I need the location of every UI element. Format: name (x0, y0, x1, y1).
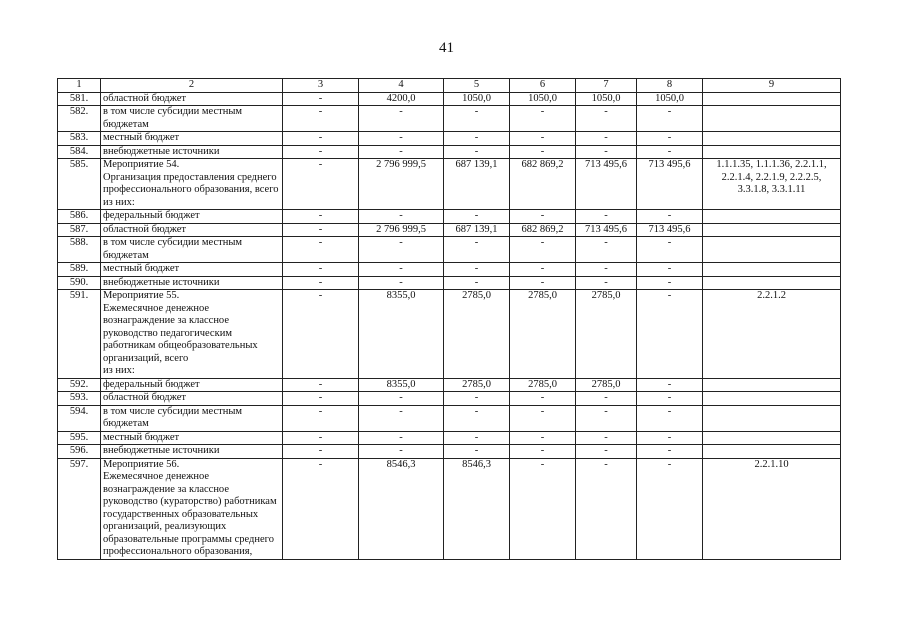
row-number: 584. (58, 145, 101, 159)
row-number: 582. (58, 106, 101, 132)
table-row (58, 445, 841, 459)
cell-col-3: - (283, 290, 359, 379)
cell-col-5: - (444, 237, 510, 263)
cell-col-6: 2785,0 (510, 290, 576, 379)
cell-col-4: 8355,0 (359, 290, 444, 379)
cell-col-8: 713 495,6 (637, 159, 703, 210)
cell-col-7: 2785,0 (576, 290, 637, 379)
table-row (58, 210, 841, 224)
table-row (58, 263, 841, 277)
cell-col-7: - (576, 458, 637, 559)
row-name: внебюджетные источники (101, 145, 283, 159)
column-header: 9 (703, 79, 841, 93)
cell-col-7: - (576, 210, 637, 224)
cell-col-4: - (359, 405, 444, 431)
table-row (58, 106, 841, 132)
cell-col-3: - (283, 276, 359, 290)
header-row (58, 79, 841, 93)
table-row (58, 237, 841, 263)
row-number: 593. (58, 392, 101, 406)
cell-col-3: - (283, 378, 359, 392)
cell-col-6: - (510, 145, 576, 159)
row-number: 592. (58, 378, 101, 392)
cell-col-6: - (510, 276, 576, 290)
cell-col-8: - (637, 145, 703, 159)
cell-col-8: - (637, 431, 703, 445)
cell-col-4: 8546,3 (359, 458, 444, 559)
row-name: областной бюджет (101, 92, 283, 106)
cell-col-9 (703, 378, 841, 392)
row-number: 590. (58, 276, 101, 290)
cell-col-8: - (637, 290, 703, 379)
cell-col-9 (703, 431, 841, 445)
table-row (58, 458, 841, 559)
cell-col-3: - (283, 237, 359, 263)
row-number: 589. (58, 263, 101, 277)
cell-col-7: - (576, 405, 637, 431)
cell-col-9: 2.2.1.10 (703, 458, 841, 559)
cell-col-9 (703, 145, 841, 159)
row-name: внебюджетные источники (101, 276, 283, 290)
cell-col-9 (703, 276, 841, 290)
row-number: 596. (58, 445, 101, 459)
column-header: 2 (101, 79, 283, 93)
cell-col-7: - (576, 263, 637, 277)
table-row (58, 223, 841, 237)
column-header: 8 (637, 79, 703, 93)
cell-col-3: - (283, 223, 359, 237)
cell-col-7: - (576, 392, 637, 406)
cell-col-5: 2785,0 (444, 290, 510, 379)
cell-col-3: - (283, 392, 359, 406)
table-row (58, 431, 841, 445)
column-header: 1 (58, 79, 101, 93)
cell-col-9 (703, 92, 841, 106)
cell-col-4: 2 796 999,5 (359, 159, 444, 210)
row-name: федеральный бюджет (101, 378, 283, 392)
table-row (58, 92, 841, 106)
cell-col-3: - (283, 92, 359, 106)
cell-col-7: - (576, 132, 637, 146)
cell-col-9: 1.1.1.35, 1.1.1.36, 2.2.1.1, 2.2.1.4, 2.2.1.9, 2.2.2.5, 3.3.1.8, 3.3.1.11 (703, 159, 841, 210)
cell-col-6: 2785,0 (510, 378, 576, 392)
cell-col-4: - (359, 237, 444, 263)
cell-col-9 (703, 132, 841, 146)
cell-col-7: - (576, 445, 637, 459)
cell-col-6: - (510, 405, 576, 431)
budget-table (57, 78, 841, 560)
cell-col-5: 8546,3 (444, 458, 510, 559)
cell-col-8: - (637, 378, 703, 392)
cell-col-6: - (510, 431, 576, 445)
cell-col-4: - (359, 132, 444, 146)
cell-col-7: - (576, 431, 637, 445)
column-header: 7 (576, 79, 637, 93)
cell-col-4: - (359, 263, 444, 277)
cell-col-8: - (637, 106, 703, 132)
column-header: 6 (510, 79, 576, 93)
cell-col-7: 2785,0 (576, 378, 637, 392)
cell-col-8: - (637, 237, 703, 263)
cell-col-4: - (359, 106, 444, 132)
cell-col-5: - (444, 431, 510, 445)
cell-col-4: - (359, 392, 444, 406)
cell-col-9 (703, 210, 841, 224)
row-name: федеральный бюджет (101, 210, 283, 224)
cell-col-5: - (444, 276, 510, 290)
cell-col-7: 1050,0 (576, 92, 637, 106)
cell-col-5: - (444, 210, 510, 224)
cell-col-6: - (510, 445, 576, 459)
table-row (58, 378, 841, 392)
row-number: 594. (58, 405, 101, 431)
cell-col-8: - (637, 263, 703, 277)
cell-col-7: 713 495,6 (576, 159, 637, 210)
cell-col-9 (703, 223, 841, 237)
cell-col-8: 713 495,6 (637, 223, 703, 237)
cell-col-9: 2.2.1.2 (703, 290, 841, 379)
cell-col-7: - (576, 276, 637, 290)
cell-col-7: - (576, 145, 637, 159)
table-row (58, 405, 841, 431)
cell-col-8: - (637, 392, 703, 406)
table-row (58, 290, 841, 379)
cell-col-4: 2 796 999,5 (359, 223, 444, 237)
cell-col-6: 1050,0 (510, 92, 576, 106)
cell-col-5: 687 139,1 (444, 223, 510, 237)
cell-col-5: 1050,0 (444, 92, 510, 106)
table-row (58, 276, 841, 290)
page-number: 41 (439, 40, 454, 56)
cell-col-5: 2785,0 (444, 378, 510, 392)
row-name: Мероприятие 56. Ежемесячное денежное вознаграждение за классное руководство (кураторство) работникам государственных образовательных организаций, реализующих образовательные программы среднего профессионального образования, (101, 458, 283, 559)
cell-col-3: - (283, 159, 359, 210)
row-name: местный бюджет (101, 431, 283, 445)
cell-col-5: - (444, 445, 510, 459)
cell-col-9 (703, 237, 841, 263)
table-row (58, 145, 841, 159)
cell-col-4: 8355,0 (359, 378, 444, 392)
table-body (58, 92, 841, 559)
row-number: 595. (58, 431, 101, 445)
row-number: 585. (58, 159, 101, 210)
row-name: областной бюджет (101, 392, 283, 406)
cell-col-5: - (444, 106, 510, 132)
cell-col-6: - (510, 458, 576, 559)
cell-col-6: - (510, 210, 576, 224)
cell-col-6: 682 869,2 (510, 159, 576, 210)
row-number: 597. (58, 458, 101, 559)
table-row (58, 159, 841, 210)
row-number: 587. (58, 223, 101, 237)
cell-col-8: - (637, 458, 703, 559)
cell-col-9 (703, 392, 841, 406)
cell-col-7: 713 495,6 (576, 223, 637, 237)
cell-col-8: - (637, 132, 703, 146)
cell-col-8: - (637, 445, 703, 459)
cell-col-5: - (444, 132, 510, 146)
cell-col-7: - (576, 106, 637, 132)
cell-col-6: - (510, 263, 576, 277)
row-number: 581. (58, 92, 101, 106)
cell-col-9 (703, 405, 841, 431)
row-number: 588. (58, 237, 101, 263)
cell-col-5: - (444, 392, 510, 406)
cell-col-4: - (359, 276, 444, 290)
row-name: Мероприятие 55. Ежемесячное денежное вознаграждение за классное руководство педагогическим работникам общеобразовательных организаций, всего из них: (101, 290, 283, 379)
row-name: в том числе субсидии местным бюджетам (101, 237, 283, 263)
cell-col-5: - (444, 405, 510, 431)
cell-col-3: - (283, 445, 359, 459)
cell-col-8: - (637, 405, 703, 431)
cell-col-3: - (283, 405, 359, 431)
cell-col-4: 4200,0 (359, 92, 444, 106)
cell-col-3: - (283, 132, 359, 146)
cell-col-3: - (283, 145, 359, 159)
cell-col-6: - (510, 392, 576, 406)
cell-col-3: - (283, 431, 359, 445)
row-name: внебюджетные источники (101, 445, 283, 459)
cell-col-8: - (637, 210, 703, 224)
cell-col-9 (703, 445, 841, 459)
cell-col-4: - (359, 210, 444, 224)
cell-col-4: - (359, 445, 444, 459)
cell-col-9 (703, 106, 841, 132)
column-header: 3 (283, 79, 359, 93)
row-name: местный бюджет (101, 132, 283, 146)
row-number: 586. (58, 210, 101, 224)
cell-col-3: - (283, 210, 359, 224)
table-row (58, 132, 841, 146)
row-number: 591. (58, 290, 101, 379)
cell-col-6: - (510, 132, 576, 146)
table-row (58, 392, 841, 406)
cell-col-8: 1050,0 (637, 92, 703, 106)
cell-col-5: 687 139,1 (444, 159, 510, 210)
cell-col-6: - (510, 237, 576, 263)
cell-col-3: - (283, 263, 359, 277)
cell-col-3: - (283, 458, 359, 559)
row-name: Мероприятие 54. Организация предоставления среднего профессионального образования, всего из них: (101, 159, 283, 210)
cell-col-9 (703, 263, 841, 277)
cell-col-8: - (637, 276, 703, 290)
cell-col-4: - (359, 431, 444, 445)
cell-col-5: - (444, 263, 510, 277)
cell-col-5: - (444, 145, 510, 159)
row-name: в том числе субсидии местным бюджетам (101, 405, 283, 431)
column-header: 4 (359, 79, 444, 93)
row-name: в том числе субсидии местным бюджетам (101, 106, 283, 132)
cell-col-6: 682 869,2 (510, 223, 576, 237)
column-header: 5 (444, 79, 510, 93)
row-number: 583. (58, 132, 101, 146)
row-name: местный бюджет (101, 263, 283, 277)
cell-col-3: - (283, 106, 359, 132)
cell-col-6: - (510, 106, 576, 132)
cell-col-7: - (576, 237, 637, 263)
row-name: областной бюджет (101, 223, 283, 237)
cell-col-4: - (359, 145, 444, 159)
